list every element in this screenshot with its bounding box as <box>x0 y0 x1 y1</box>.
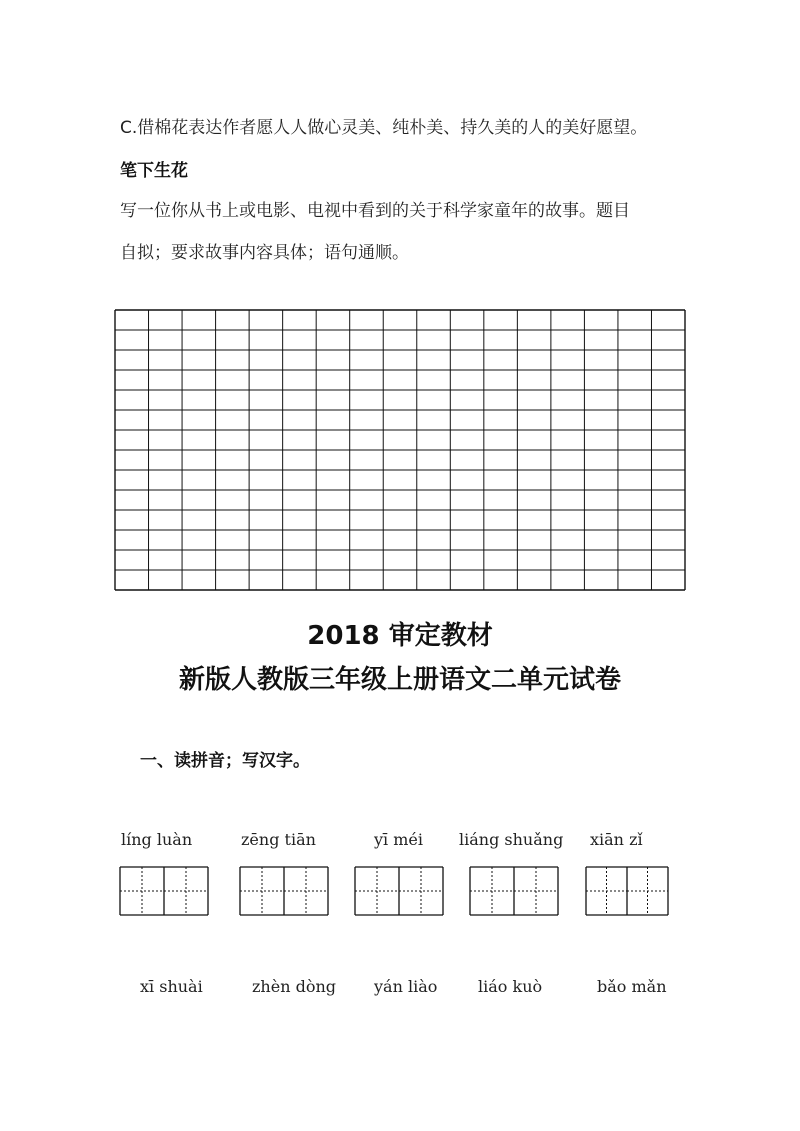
prompt-line-1: 写一位你从书上或电影、电视中看到的关于科学家童年的故事。题目 <box>120 201 630 221</box>
character-writing-box[interactable] <box>469 866 559 916</box>
pinyin-label: liáng shuǎng <box>459 830 564 849</box>
question-1-heading: 一、读拼音；写汉字。 <box>140 751 310 771</box>
character-writing-box[interactable] <box>354 866 444 916</box>
character-writing-box[interactable] <box>119 866 209 916</box>
option-c-text: C.借棉花表达作者愿人人做心灵美、纯朴美、持久美的人的美好愿望。 <box>120 118 648 138</box>
pinyin-label: liáo kuò <box>478 977 543 996</box>
character-writing-box[interactable] <box>239 866 329 916</box>
exam-title-line-2: 新版人教版三年级上册语文二单元试卷 <box>178 665 621 695</box>
pinyin-label: zēng tiān <box>241 830 316 849</box>
prompt-line-2: 自拟；要求故事内容具体；语句通顺。 <box>120 243 409 263</box>
writing-grid[interactable] <box>114 309 686 591</box>
pinyin-label: bǎo mǎn <box>597 977 667 996</box>
pinyin-label: xī shuài <box>140 977 203 996</box>
section-heading: 笔下生花 <box>120 161 188 181</box>
pinyin-label: xiān zǐ <box>590 830 643 849</box>
pinyin-label: zhèn dòng <box>252 977 337 996</box>
exam-title-line-1: 2018 审定教材 <box>307 621 493 651</box>
pinyin-label: yán liào <box>374 977 438 996</box>
pinyin-label: líng luàn <box>121 830 193 849</box>
pinyin-label: yī méi <box>374 830 423 849</box>
character-writing-box[interactable] <box>585 866 669 916</box>
